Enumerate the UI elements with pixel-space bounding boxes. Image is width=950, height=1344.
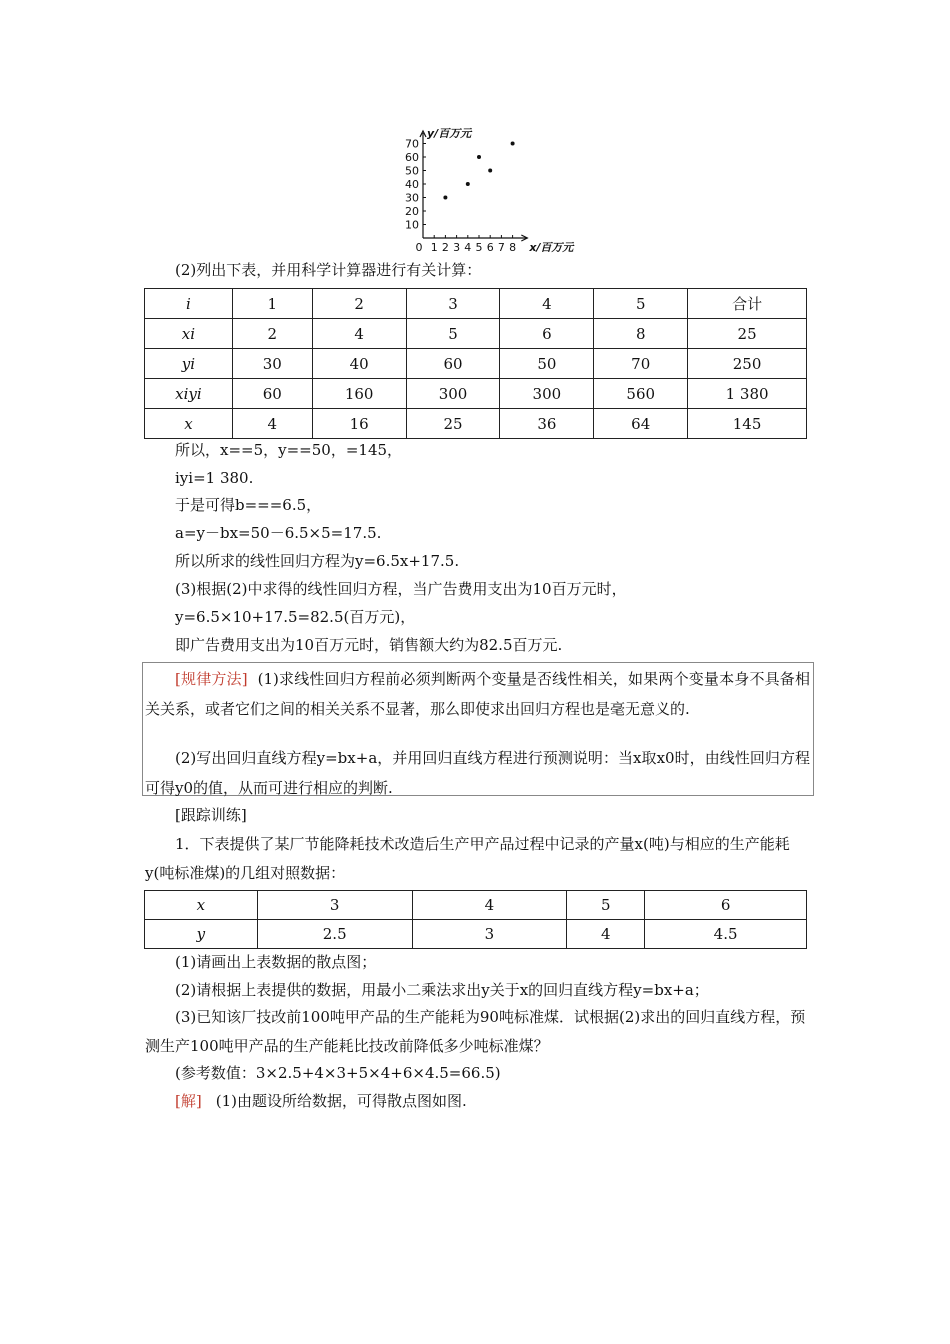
table1-cell: i bbox=[145, 289, 233, 319]
table1-cell: 16 bbox=[312, 409, 406, 439]
data-table-1 bbox=[144, 288, 807, 439]
table1-cell: yi bbox=[145, 349, 233, 379]
y-tick-label: 10 bbox=[405, 218, 419, 232]
table1-cell: 250 bbox=[688, 349, 807, 379]
table1-cell: 6 bbox=[500, 319, 594, 349]
table2-cell: 3 bbox=[257, 891, 412, 920]
method-para-1 bbox=[145, 664, 810, 724]
table2-cell: 4 bbox=[412, 891, 567, 920]
scatter-chart bbox=[395, 125, 595, 255]
data-point bbox=[511, 142, 515, 146]
x-tick-label: 4 bbox=[464, 241, 472, 254]
table2-cell: y bbox=[145, 920, 258, 949]
method-text-1: (1)求线性回归方程前必须判断两个变量是否线性相关，如果两个变量本身不具备相关关系，或者它们之间的相关关系不显著，那么即使求出回归方程也是毫无意义的. bbox=[145, 670, 810, 718]
calc-line-4: a=y－bx=50－6.5×5=17.5. bbox=[175, 524, 382, 542]
table1-cell: 1 380 bbox=[688, 379, 807, 409]
table1-cell: 50 bbox=[500, 349, 594, 379]
table1-cell: 70 bbox=[594, 349, 688, 379]
table1-row bbox=[145, 409, 807, 439]
table1-cell: xiyi bbox=[145, 379, 233, 409]
data-point bbox=[488, 169, 492, 173]
table2-cell: 5 bbox=[567, 891, 645, 920]
y-tick-label: 20 bbox=[405, 205, 419, 218]
table1-cell: 560 bbox=[594, 379, 688, 409]
table1-cell: xi bbox=[145, 319, 233, 349]
y-tick-label: 60 bbox=[405, 151, 419, 164]
y-tick-label: 70 bbox=[405, 137, 419, 151]
solution-tag: [解] bbox=[175, 1092, 202, 1110]
table1-row bbox=[145, 349, 807, 379]
table1-cell: 145 bbox=[688, 409, 807, 439]
table1-cell: 30 bbox=[232, 349, 312, 379]
calc-line-6: (3)根据(2)中求得的线性回归方程，当广告费用支出为10百万元时， bbox=[175, 580, 627, 598]
x-tick-label: 2 bbox=[441, 241, 449, 254]
y-tick-label: 40 bbox=[405, 178, 419, 191]
table1-cell: 4 bbox=[312, 319, 406, 349]
table1-row bbox=[145, 319, 807, 349]
data-point bbox=[477, 155, 481, 159]
table2-cell: 4.5 bbox=[645, 920, 807, 949]
table1-cell: 5 bbox=[406, 319, 500, 349]
table1-cell: 1 bbox=[232, 289, 312, 319]
data-point bbox=[466, 182, 470, 186]
question-part-1: (1)请画出上表数据的散点图； bbox=[175, 953, 377, 971]
table1-cell: 4 bbox=[500, 289, 594, 319]
reference-values: (参考数值：3×2.5+4×3+5×4+6×4.5=66.5) bbox=[175, 1064, 501, 1082]
table1-cell: 25 bbox=[406, 409, 500, 439]
practice-title: [跟踪训练] bbox=[175, 806, 247, 824]
calc-line-3: 于是可得b===6.5， bbox=[175, 496, 322, 514]
table2-row bbox=[145, 891, 807, 920]
y-tick-label: 30 bbox=[405, 191, 419, 205]
table1-cell: x bbox=[145, 409, 233, 439]
calc-line-2: iyi=1 380. bbox=[175, 469, 254, 487]
x-axis-label: x/百万元 bbox=[529, 241, 574, 254]
x-tick-label: 6 bbox=[486, 241, 494, 254]
question-1: 1．下表提供了某厂节能降耗技术改造后生产甲产品过程中记录的产量x(吨)与相应的生产能耗y(吨标准煤)的几组对照数据： bbox=[145, 835, 790, 882]
solution-line bbox=[175, 1091, 467, 1111]
table1-cell: 2 bbox=[232, 319, 312, 349]
question-part-2: (2)请根据上表提供的数据，用最小二乘法求出y关于x的回归直线方程y=bx+a； bbox=[175, 981, 709, 999]
calc-line-1: 所以，x==5，y==50，=145， bbox=[175, 441, 403, 459]
calc-line-7: y=6.5×10+17.5=82.5(百万元)， bbox=[175, 608, 416, 626]
table1-cell: 3 bbox=[406, 289, 500, 319]
x-tick-label: 5 bbox=[475, 241, 483, 254]
method-tag: [规律方法] bbox=[175, 670, 248, 688]
table1-cell: 合计 bbox=[688, 289, 807, 319]
table2-cell: 4 bbox=[567, 920, 645, 949]
data-point bbox=[443, 196, 447, 200]
table1-cell: 60 bbox=[232, 379, 312, 409]
table1-cell: 64 bbox=[594, 409, 688, 439]
table2-cell: x bbox=[145, 891, 258, 920]
table1-row bbox=[145, 289, 807, 319]
x-tick-label: 0 bbox=[415, 241, 423, 254]
table1-cell: 5 bbox=[594, 289, 688, 319]
x-tick-label: 1 bbox=[430, 241, 438, 254]
method-para-2: (2)写出回归直线方程y=bx+a，并用回归直线方程进行预测说明：当x取x0时，由线性回归方程可得y0的值，从而可进行相应的判断. bbox=[145, 749, 810, 797]
data-table-2 bbox=[144, 890, 807, 949]
solution-text: (1)由题设所给数据，可得散点图如图. bbox=[215, 1092, 467, 1110]
table1-cell: 60 bbox=[406, 349, 500, 379]
table2-row bbox=[145, 920, 807, 949]
y-axis-label: y/百万元 bbox=[427, 127, 472, 140]
table1-cell: 4 bbox=[232, 409, 312, 439]
table1-cell: 160 bbox=[312, 379, 406, 409]
calc-line-8: 即广告费用支出为10百万元时，销售额大约为82.5百万元. bbox=[175, 636, 563, 654]
table2-cell: 6 bbox=[645, 891, 807, 920]
calc-line-5: 所以所求的线性回归方程为y=6.5x+17.5. bbox=[175, 552, 460, 570]
table2-cell: 3 bbox=[412, 920, 567, 949]
table1-row bbox=[145, 379, 807, 409]
x-tick-label: 8 bbox=[509, 241, 517, 254]
table1-cell: 2 bbox=[312, 289, 406, 319]
x-tick-label: 7 bbox=[497, 241, 505, 254]
table2-cell: 2.5 bbox=[257, 920, 412, 949]
part2-intro: (2)列出下表，并用科学计算器进行有关计算： bbox=[175, 261, 482, 279]
table1-cell: 36 bbox=[500, 409, 594, 439]
x-tick-label: 3 bbox=[453, 241, 461, 254]
table1-cell: 300 bbox=[500, 379, 594, 409]
table1-cell: 8 bbox=[594, 319, 688, 349]
table1-cell: 40 bbox=[312, 349, 406, 379]
table1-cell: 25 bbox=[688, 319, 807, 349]
y-tick-label: 50 bbox=[405, 164, 419, 178]
table1-cell: 300 bbox=[406, 379, 500, 409]
question-part-3: (3)已知该厂技改前100吨甲产品的生产能耗为90吨标准煤．试根据(2)求出的回归直线方程，预测生产100吨甲产品的生产能耗比技改前降低多少吨标准煤？ bbox=[145, 1008, 806, 1055]
